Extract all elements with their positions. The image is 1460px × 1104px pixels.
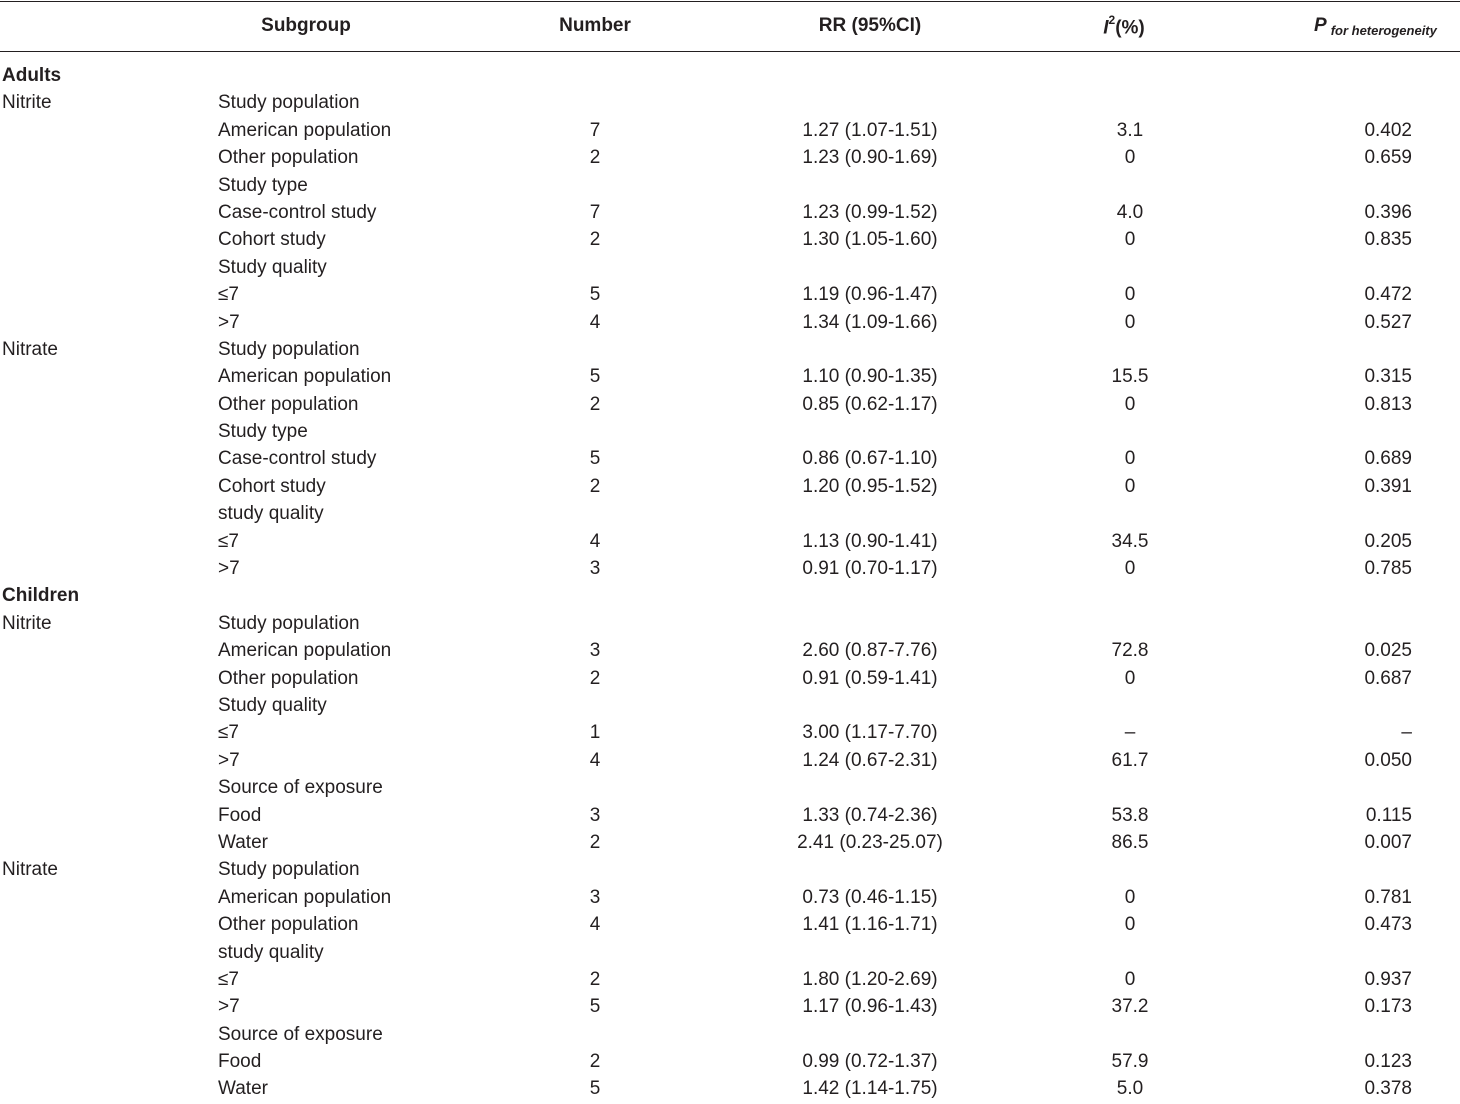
subgroup-label: ≤7 [218,530,239,552]
p-value-cell: 0.391 [1364,475,1412,497]
rr-cell: 1.34 (1.09-1.66) [802,311,938,333]
number-cell: 2 [589,229,601,251]
number-cell: 5 [589,1078,601,1100]
table-row [0,310,1460,337]
rr-cell: 2.41 (0.23-25.07) [797,831,943,853]
table-row [0,419,1460,446]
i2-cell: 53.8 [1111,804,1149,826]
number-cell: 7 [589,201,601,223]
p-value-cell: 0.378 [1364,1078,1412,1100]
rr-cell: 1.20 (0.95-1.52) [802,475,938,497]
p-value-cell: 0.050 [1364,749,1412,771]
header-subgroup: Subgroup [261,15,351,36]
number-cell: 1 [589,722,601,744]
i2-cell: 5.0 [1116,1078,1144,1100]
subgroup-label: American population [218,119,392,141]
rr-cell: 1.24 (0.67-2.31) [802,749,938,771]
i2-cell: 3.1 [1116,119,1144,141]
table-row [0,118,1460,145]
rr-cell: 0.91 (0.70-1.17) [802,558,938,580]
number-cell: 4 [589,311,601,333]
table-row [0,830,1460,857]
table-row [0,173,1460,200]
p-value-cell: 0.937 [1364,968,1412,990]
subgroup-label: study quality [218,503,324,525]
p-value-cell: 0.781 [1364,886,1412,908]
subgroup-label: Study quality [218,694,327,716]
p-value-cell: 0.835 [1364,229,1412,251]
number-cell: 3 [589,804,601,826]
subgroup-label: Cohort study [218,475,326,497]
table-row [0,748,1460,775]
subgroup-label: Other population [218,393,359,415]
table-row [0,227,1460,254]
p-value-cell: 0.472 [1364,284,1412,306]
table-row [0,940,1460,967]
table-row [0,145,1460,172]
i2-cell: 4.0 [1116,201,1144,223]
subgroup-label: ≤7 [218,968,239,990]
subgroup-label: Source of exposure [218,1023,383,1045]
header-p-heterogeneity [1314,15,1437,37]
number-cell: 5 [589,284,601,306]
table-row [0,912,1460,939]
i2-cell: 0 [1124,914,1136,936]
table-row [0,1076,1460,1103]
i2-cell: 86.5 [1111,831,1149,853]
p-value-cell: 0.115 [1365,804,1412,826]
p-value-cell: 0.396 [1364,201,1412,223]
p-value-cell: 0.123 [1364,1051,1412,1073]
table-row [0,720,1460,747]
table-row [0,666,1460,693]
rr-cell: 1.23 (0.90-1.69) [802,147,938,169]
i2-cell: 57.9 [1111,1051,1149,1073]
number-cell: 4 [589,749,601,771]
p-value-cell: 0.813 [1364,393,1412,415]
table-row [0,200,1460,227]
table-row [0,1022,1460,1049]
table-row [0,583,1460,610]
i2-cell: 0 [1124,968,1136,990]
table-row [0,501,1460,528]
table-row [0,1049,1460,1076]
table-row [0,556,1460,583]
rr-cell: 2.60 (0.87-7.76) [802,640,938,662]
subgroup-label: ≤7 [218,284,239,306]
number-cell: 5 [589,448,601,470]
subgroup-label: >7 [218,996,240,1018]
header-i2-superscript: 2 [1108,13,1116,27]
p-value-cell: 0.315 [1364,366,1412,388]
table-row [0,337,1460,364]
table-row [0,282,1460,309]
rr-cell: 1.41 (1.16-1.71) [802,914,938,936]
rr-cell: 1.23 (0.99-1.52) [802,201,938,223]
header-p-letter: P [1314,15,1327,36]
subgroup-label: Study type [218,421,308,443]
rr-cell: 0.86 (0.67-1.10) [802,448,938,470]
table-row [0,255,1460,282]
number-cell: 5 [589,996,601,1018]
header-rr: RR (95%CI) [818,15,922,36]
number-cell: 4 [589,530,601,552]
p-value-cell: 0.025 [1364,640,1412,662]
header-i2-unit: (%) [1115,17,1145,39]
i2-cell: 0 [1124,147,1136,169]
table-row [0,611,1460,638]
exposure-label: Nitrite [2,612,52,634]
rr-cell: 0.99 (0.72-1.37) [802,1051,938,1073]
exposure-label: Nitrite [2,92,52,114]
i2-cell: 61.7 [1111,749,1149,771]
number-cell: 2 [589,968,601,990]
rr-cell: 0.91 (0.59-1.41) [802,667,938,689]
group-label: Adults [2,65,62,86]
exposure-label: Nitrate [2,859,58,881]
rr-cell: 1.17 (0.96-1.43) [802,996,938,1018]
exposure-label: Nitrate [2,338,58,360]
header-number: Number [559,15,631,36]
i2-cell: 0 [1124,886,1136,908]
subgroup-label: >7 [218,311,240,333]
p-value-cell: 0.473 [1364,914,1412,936]
table-header [0,0,1460,52]
subgroup-label: ≤7 [218,722,239,744]
subgroup-label: American population [218,640,392,662]
header-i2-letter: I [1103,17,1109,39]
subgroup-label: Water [218,831,268,853]
table-row [0,90,1460,117]
i2-cell: 0 [1124,448,1136,470]
p-value-cell: 0.527 [1364,311,1412,333]
rr-cell: 1.19 (0.96-1.47) [802,284,938,306]
subgroup-label: >7 [218,749,240,771]
number-cell: 2 [589,393,601,415]
i2-cell: 37.2 [1111,996,1149,1018]
subgroup-label: Food [218,804,262,826]
table-row [0,364,1460,391]
subgroup-label: >7 [218,558,240,580]
p-value-cell: 0.402 [1364,119,1412,141]
number-cell: 2 [589,667,601,689]
table-row [0,857,1460,884]
rr-cell: 1.27 (1.07-1.51) [802,119,938,141]
i2-cell: 72.8 [1111,640,1149,662]
subgroup-label: Other population [218,667,359,689]
table-row [0,967,1460,994]
number-cell: 2 [589,1051,601,1073]
number-cell: 2 [589,475,601,497]
rr-cell: 3.00 (1.17-7.70) [802,722,938,744]
subgroup-label: Study quality [218,256,327,278]
subgroup-label: Study population [218,859,360,881]
p-value-cell: – [1401,722,1412,744]
subgroup-label: Study population [218,92,360,114]
rr-cell: 0.85 (0.62-1.17) [802,393,938,415]
p-value-cell: 0.689 [1364,448,1412,470]
subgroup-label: American population [218,886,392,908]
subgroup-label: Other population [218,147,359,169]
table-row [0,885,1460,912]
rr-cell: 1.42 (1.14-1.75) [802,1078,938,1100]
number-cell: 3 [589,558,601,580]
subgroup-label: Cohort study [218,229,326,251]
i2-cell: – [1124,722,1136,744]
p-value-cell: 0.785 [1364,558,1412,580]
subgroup-label: Case-control study [218,448,377,470]
rr-cell: 1.10 (0.90-1.35) [802,366,938,388]
i2-cell: 0 [1124,393,1136,415]
table-header-rule [0,51,1460,52]
p-value-cell: 0.007 [1364,831,1412,853]
i2-cell: 0 [1124,229,1136,251]
subgroup-label: Study type [218,174,308,196]
i2-cell: 0 [1124,475,1136,497]
table-body [0,63,1460,1104]
subgroup-label: Other population [218,914,359,936]
rr-cell: 1.80 (1.20-2.69) [802,968,938,990]
i2-cell: 0 [1124,284,1136,306]
subgroup-label: Case-control study [218,201,377,223]
subgroup-label: study quality [218,941,324,963]
i2-cell: 0 [1124,558,1136,580]
rr-cell: 1.33 (0.74-2.36) [802,804,938,826]
table-row [0,529,1460,556]
number-cell: 7 [589,119,601,141]
table-row [0,446,1460,473]
number-cell: 3 [589,886,601,908]
subgroup-label: Food [218,1051,262,1073]
number-cell: 4 [589,914,601,936]
group-label: Children [2,585,80,607]
p-value-cell: 0.687 [1364,667,1412,689]
table-row [0,638,1460,665]
p-value-cell: 0.659 [1364,147,1412,169]
rr-cell: 1.13 (0.90-1.41) [802,530,938,552]
table-row [0,392,1460,419]
rr-cell: 1.30 (1.05-1.60) [802,229,938,251]
table-row [0,994,1460,1021]
number-cell: 2 [589,147,601,169]
table-row [0,693,1460,720]
subgroup-label: Water [218,1078,268,1100]
subgroup-label: Source of exposure [218,777,383,799]
number-cell: 3 [589,640,601,662]
rr-cell: 0.73 (0.46-1.15) [802,886,938,908]
subgroup-label: American population [218,366,392,388]
header-i2 [1103,15,1145,39]
table-row [0,474,1460,501]
i2-cell: 0 [1124,667,1136,689]
number-cell: 5 [589,366,601,388]
table-row [0,63,1460,90]
header-p-subscript: for heterogeneity [1330,23,1437,38]
number-cell: 2 [589,831,601,853]
table-row [0,803,1460,830]
subgroup-label: Study population [218,338,360,360]
i2-cell: 0 [1124,311,1136,333]
p-value-cell: 0.173 [1364,996,1412,1018]
i2-cell: 34.5 [1111,530,1149,552]
table-row [0,775,1460,802]
i2-cell: 15.5 [1111,366,1149,388]
p-value-cell: 0.205 [1364,530,1412,552]
subgroup-label: Study population [218,612,360,634]
